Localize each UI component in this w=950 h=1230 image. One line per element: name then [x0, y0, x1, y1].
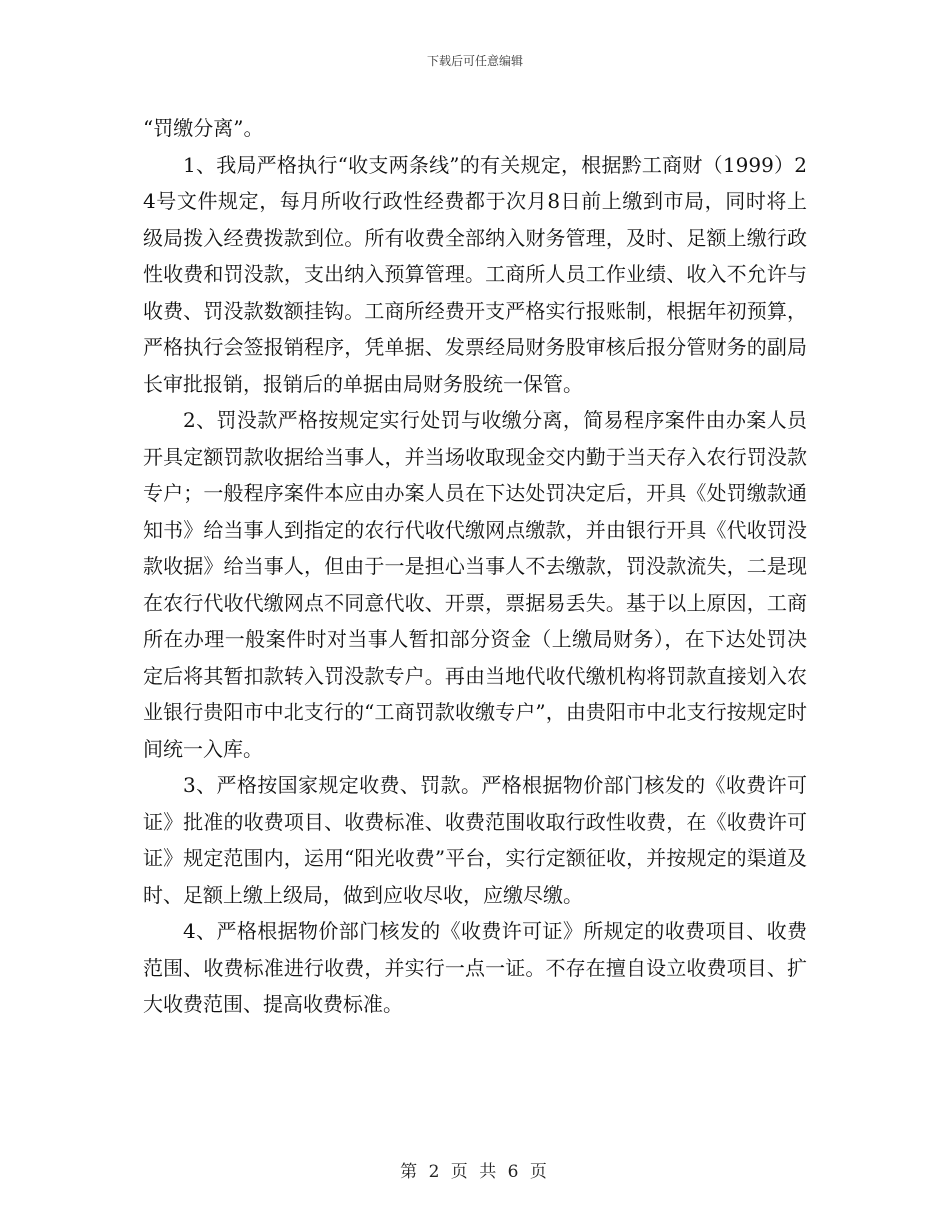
- paragraph-continuation: “罚缴分离”。: [143, 116, 264, 140]
- document-body: [143, 110, 807, 1023]
- paragraph-item-1: 1、我局严格执行“收支两条线”的有关规定，根据黔工商财（1999）24号文件规定，每月所收行政性经费都于次月8日前上缴到市局，同时将上级局拨入经费拨款到位。所有收费全部纳入财务管理，及时、足额上缴行政性收费和罚没款，支出纳入预算管理。工商所人员工作业绩、收入不允许与收费、罚没款数额挂钩。工商所经费开支严格实行报账制，根据年初预算，严格执行会签报销程序，凭单据、发票经局财务股审核后报分管财务的副局长审批报销，报销后的单据由局财务股统一保管。: [143, 152, 807, 396]
- page-number-footer: 第 2 页 共 6 页: [400, 1162, 550, 1182]
- paragraph-item-2: 2、罚没款严格按规定实行处罚与收缴分离，简易程序案件由办案人员开具定额罚款收据给当事人，并当场收取现金交内勤于当天存入农行罚没款专户；一般程序案件本应由办案人员在下达处罚决定后，开具《处罚缴款通知书》给当事人到指定的农行代收代缴网点缴款，并由银行开具《代收罚没款收据》给当事人，但由于一是担心当事人不去缴款，罚没款流失，二是现在农行代收代缴网点不同意代收、开票，票据易丢失。基于以上原因，工商所在办理一般案件时对当事人暂扣部分资金（上缴局财务），在下达处罚决定后将其暂扣款转入罚没款专户。再由当地代收代缴机构将罚款直接划入农业银行贵阳市中北支行的“工商罚款收缴专户”，由贵阳市中北支行按规定时间统一入库。: [143, 408, 807, 761]
- page-header: 下载后可任意编辑: [426, 54, 523, 68]
- paragraph-item-3: 3、严格按国家规定收费、罚款。严格根据物价部门核发的《收费许可证》批准的收费项目、收费标准、收费范围收取行政性收费，在《收费许可证》规定范围内，运用“阳光收费”平台，实行定额征收，并按规定的渠道及时、足额上缴上级局，做到应收尽收，应缴尽缴。: [143, 773, 807, 907]
- paragraph-item-4: 4、严格根据物价部门核发的《收费许可证》所规定的收费项目、收费范围、收费标准进行收费，并实行一点一证。不存在擅自设立收费项目、扩大收费范围、提高收费标准。: [143, 919, 807, 1016]
